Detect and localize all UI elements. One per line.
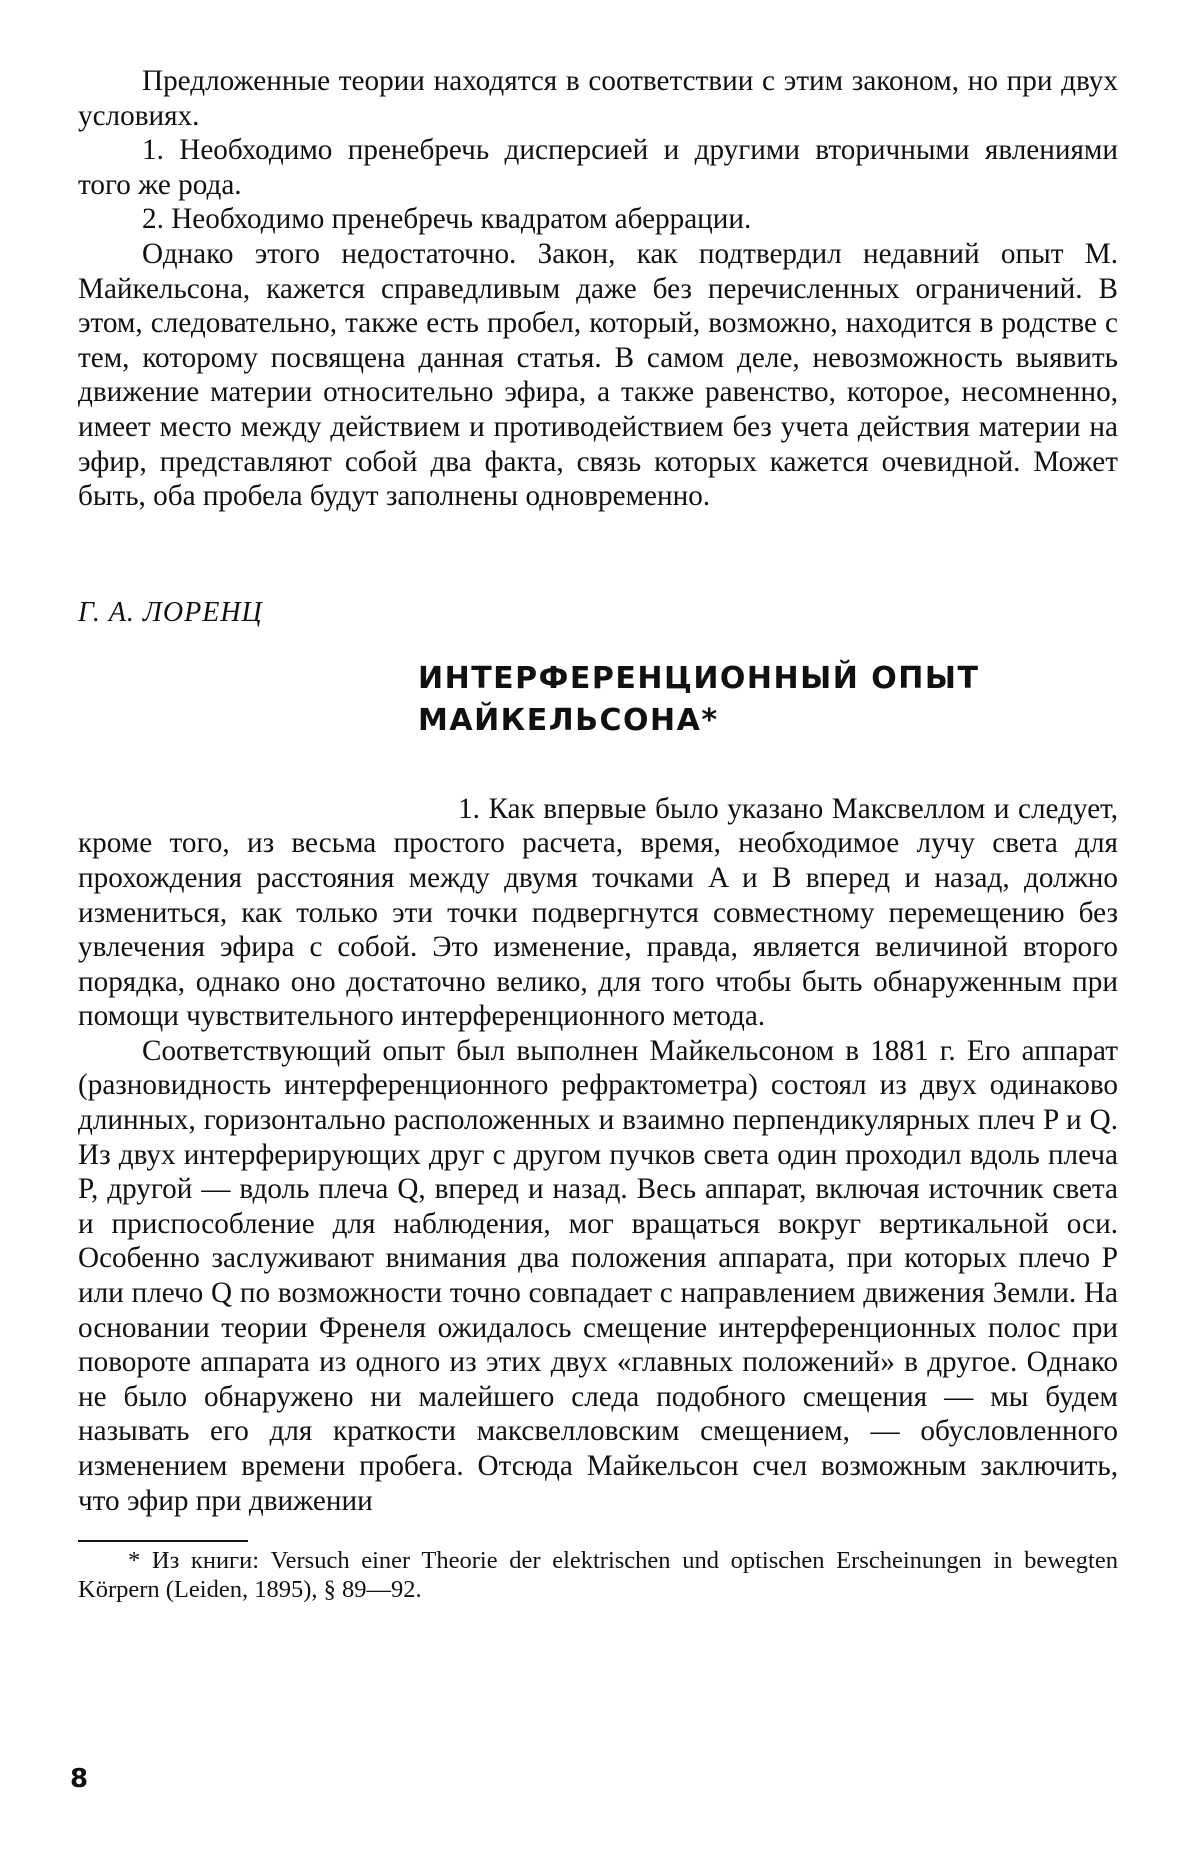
footnote-rule: [78, 1540, 248, 1542]
page-body: [78, 64, 1118, 1604]
intro-condition-1: 1. Необходимо пренебречь дисперсией и другими вторичными явлениями того же рода.: [78, 134, 1118, 201]
intro-condition-2: 2. Необходимо пренебречь квадратом аберрации.: [142, 203, 752, 236]
article-paragraph-2: Соответствующий опыт был выполнен Майкельсоном в 1881 г. Его аппарат (разновидность интерференционного рефрактометра) состоял из двух одинаково длинных, горизонтально расположенных и взаимно перпендикулярных плеч P и Q. Из двух интерферирующих друг с другом пучков света один проходил вдоль плеча P, другой — вдоль плеча Q, вперед и назад. Весь аппарат, включая источник света и приспособление для наблюдения, мог вращаться вокруг вертикальной оси. Особенно заслуживают внимания два положения аппарата, при которых плечо P или плечо Q по возможности точно совпадает с направлением движения Земли. На основании теории Френеля ожидалось смещение интерференционных полос при повороте аппарата из одного из этих двух «главных положений» в другое. Однако не было обнаружено ни малейшего следа подобного смещения — мы будем называть его для краткости максвелловским смещением, — обусловленного изменением времени пробега. Отсюда Майкельсон счел возможным заключить, что эфир при движении: [78, 1034, 1118, 1517]
article-title-line-1: ИНТЕРФЕРЕНЦИОННЫЙ ОПЫТ: [418, 660, 980, 696]
article-title-line-2: МАЙКЕЛЬСОНА*: [418, 702, 719, 738]
article-title: [418, 658, 1118, 742]
article-paragraph-1: 1. Как впервые было указано Максвеллом и следует, кроме того, из весьма простого расчета, время, необходимое лучу света для прохождения расстояния между двумя точками A и B вперед и назад, должно измениться, как только эти точки подвергнутся совместному перемещению без увлечения эфира с собой. Это изменение, правда, является величиной второго порядка, однако оно достаточно велико, для того чтобы быть обнаруженным при помощи чувствительного интерференционного метода.: [78, 792, 1118, 1033]
page-number: 8: [70, 1764, 89, 1794]
footnote: * Из книги: Versuch einer Theorie der elektrischen und optischen Erscheinungen in bewegten Körpern (Leiden, 1895), § 89—92.: [78, 1547, 1118, 1604]
intro-paragraph-1: Предложенные теории находятся в соответствии с этим законом, но при двух условиях.: [78, 65, 1118, 132]
intro-paragraph-2: Однако этого недостаточно. Закон, как подтвердил недавний опыт М. Майкельсона, кажется справедливым даже без перечисленных ограничений. В этом, следовательно, также есть пробел, который, возможно, находится в родстве с тем, которому посвящена данная статья. В самом деле, невозможность выявить движение материи относительно эфира, а также равенство, которое, несомненно, имеет место между действием и противодействием без учета действия материи на эфир, представляют собой два факта, связь которых кажется очевидной. Может быть, оба пробела будут заполнены одновременно.: [78, 237, 1118, 513]
section-gap: [78, 514, 1118, 596]
article-author: Г. А. ЛОРЕНЦ: [78, 596, 263, 628]
